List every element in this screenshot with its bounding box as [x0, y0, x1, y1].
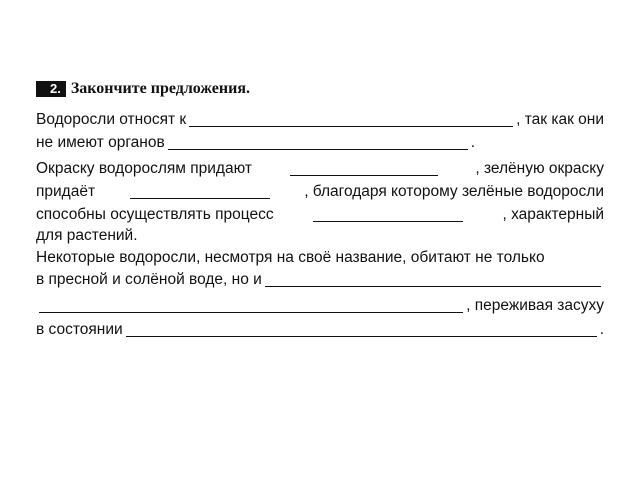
answer-blank-1[interactable]: [189, 111, 513, 127]
line-text: , благодаря которому зелёные водоросли: [304, 183, 604, 200]
sentence-line-5: [36, 205, 604, 225]
line-text: , характерный: [502, 206, 604, 223]
line-text: в пресной и солёной воде, но и: [36, 271, 262, 288]
line-text: , зелёную окраску: [475, 160, 604, 177]
answer-blank-4[interactable]: [130, 183, 270, 199]
line-text: способны осуществлять процесс: [36, 206, 274, 223]
answer-blank-3[interactable]: [290, 160, 438, 176]
exercise-number-badge: 2.: [36, 81, 66, 97]
sentence-line-10: [36, 320, 604, 340]
line-text: для растений.: [36, 227, 138, 244]
answer-blank-6[interactable]: [265, 271, 601, 287]
line-text: , переживая засуху: [466, 297, 604, 314]
sentence-line-1: [36, 110, 604, 130]
exercise-instruction: Закончите предложения.: [70, 80, 250, 97]
answer-blank-2[interactable]: [168, 134, 468, 150]
line-text: не имеют органов: [36, 134, 165, 151]
sentence-line-9: [36, 296, 604, 316]
line-text: Некоторые водоросли, несмотря на своё название, обитают не только: [36, 249, 545, 266]
line-text: в состоянии: [36, 321, 123, 338]
answer-blank-8[interactable]: [126, 321, 597, 337]
line-text: .: [470, 134, 476, 151]
line-text: придаёт: [36, 183, 96, 200]
line-text: , так как они: [516, 111, 604, 128]
answer-blank-5[interactable]: [313, 206, 463, 222]
sentence-line-6: [36, 226, 604, 246]
sentence-line-3: [36, 159, 604, 179]
line-text: .: [599, 321, 604, 338]
sentence-line-2: [36, 133, 604, 153]
sentence-line-8: [36, 270, 604, 290]
answer-blank-7[interactable]: [39, 297, 463, 313]
sentence-line-4: [36, 182, 604, 202]
line-text: Водоросли относят к: [36, 111, 187, 128]
sentence-line-7: [36, 248, 604, 268]
exercise-heading: [36, 80, 250, 98]
line-text: Окраску водорослям придают: [36, 160, 252, 177]
